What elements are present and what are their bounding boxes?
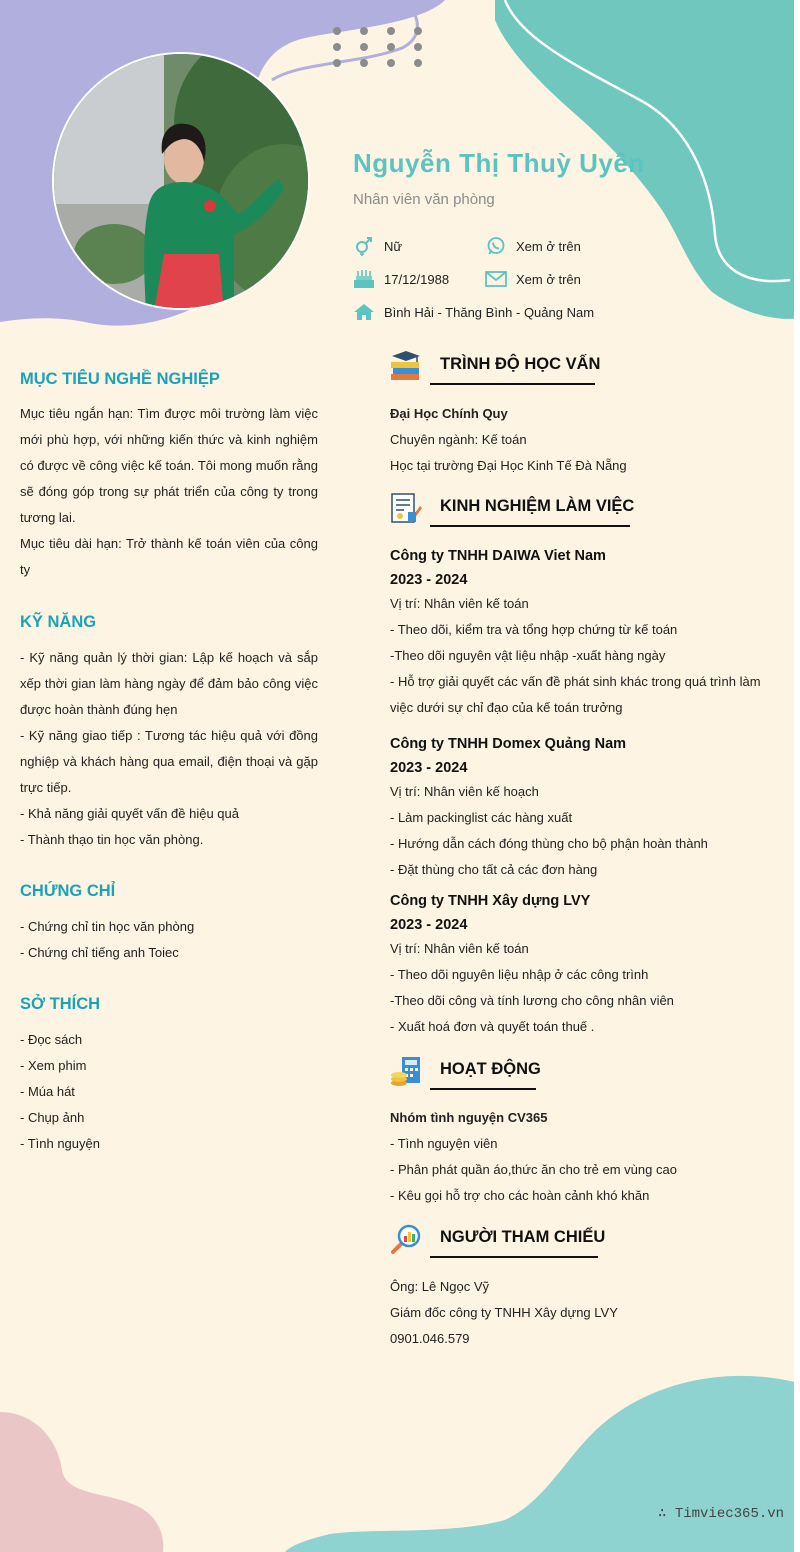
- list-item: - Chứng chỉ tin học văn phòng: [20, 919, 195, 934]
- list-item: Vị trí: Nhân viên kế toán: [390, 596, 529, 611]
- list-item: - Xuất hoá đơn và quyết toán thuế .: [390, 1019, 595, 1034]
- education-underline: [430, 383, 595, 385]
- reference-name: Ông: Lê Ngọc Vỹ: [390, 1279, 489, 1294]
- skills-heading: KỸ NĂNG: [20, 613, 97, 631]
- hobbies-list: [20, 1027, 100, 1157]
- list-item: - Kêu gọi hỗ trợ cho các hoàn cảnh khó khăn: [390, 1188, 650, 1203]
- phone-info: [485, 236, 581, 256]
- list-item: - Theo dõi nguyên liệu nhập ở các công trình: [390, 967, 649, 982]
- email-value: Xem ở trên: [516, 271, 581, 287]
- reference-phone: 0901.046.579: [390, 1331, 470, 1346]
- list-item: - Kỹ năng quản lý thời gian: Lập kế hoạch và sắp xếp thời gian làm hàng ngày để đảm bảo công việc được hoàn thành đúng hẹn: [20, 650, 318, 717]
- gender-value: Nữ: [384, 238, 403, 254]
- list-item: - Thành thạo tin học văn phòng.: [20, 832, 204, 847]
- briefcase-document-icon: [390, 492, 422, 524]
- career-long-term: Mục tiêu dài hạn: Trở thành kế toán viên của công ty: [20, 536, 318, 577]
- list-item: - Làm packinglist các hàng xuất: [390, 810, 573, 825]
- education-heading: TRÌNH ĐỘ HỌC VẤN: [440, 355, 601, 373]
- watermark: ∴ Timviec365.vn: [658, 1506, 785, 1522]
- activities-org: Nhóm tình nguyện CV365: [390, 1110, 548, 1125]
- references-body: [390, 1274, 618, 1352]
- list-item: Vị trí: Nhân viên kế hoạch: [390, 784, 539, 799]
- job-2-header: [390, 732, 626, 780]
- list-item: - Phân phát quần áo,thức ăn cho trẻ em vùng cao: [390, 1162, 677, 1177]
- job-3-period: 2023 - 2024: [390, 917, 468, 933]
- education-school: Học tại trường Đại Học Kinh Tế Đà Nẵng: [390, 458, 627, 473]
- list-item: - Múa hát: [20, 1084, 75, 1099]
- avatar: [52, 52, 310, 310]
- list-item: - Xem phim: [20, 1058, 87, 1073]
- magnifier-chart-icon: [390, 1223, 422, 1255]
- career-short-term: Mục tiêu ngắn hạn: Tìm được môi trường làm việc mới phù hợp, với những kiến thức và kinh nghiệm có được về công việc kế toán. Tôi mong muốn rằng sẽ đóng góp trong sự phát triển của công ty trong tương lai.: [20, 406, 318, 525]
- references-underline: [430, 1256, 598, 1258]
- education-body: [390, 401, 627, 479]
- list-item: - Tình nguyện: [20, 1136, 100, 1151]
- list-item: - Hỗ trợ giải quyết các vấn đề phát sinh khác trong quá trình làm: [390, 674, 761, 689]
- skills-list: [20, 645, 318, 853]
- address-value: Bình Hải - Thăng Bình - Quảng Nam: [384, 304, 595, 320]
- list-item: việc dưới sự chỉ đạo của kế toán trưởng: [390, 700, 623, 715]
- candidate-name: Nguyễn Thị Thuỳ Uyên: [353, 148, 645, 178]
- certificates-list: [20, 914, 194, 966]
- job-1-period: 2023 - 2024: [390, 572, 468, 588]
- address-info: [353, 302, 594, 322]
- home-icon: [353, 302, 375, 322]
- list-item: - Tình nguyện viên: [390, 1136, 498, 1151]
- list-item: - Đọc sách: [20, 1032, 83, 1047]
- career-heading: MỤC TIÊU NGHỀ NGHIỆP: [20, 370, 220, 388]
- activities-underline: [430, 1088, 536, 1090]
- list-item: Vị trí: Nhân viên kế toán: [390, 941, 529, 956]
- list-item: - Chụp ảnh: [20, 1110, 85, 1125]
- activities-heading: HOẠT ĐỘNG: [440, 1060, 541, 1078]
- graduation-books-icon: [390, 350, 422, 382]
- job-2-company: Công ty TNHH Domex Quảng Nam: [390, 736, 627, 752]
- job-1-company: Công ty TNHH DAIWA Viet Nam: [390, 548, 606, 564]
- career-text: [20, 401, 318, 583]
- list-item: - Theo dõi, kiểm tra và tổng hợp chứng từ kế toán: [390, 622, 678, 637]
- list-item: - Đặt thùng cho tất cả các đơn hàng: [390, 862, 598, 877]
- birthday-value: 17/12/1988: [384, 271, 450, 287]
- list-item: - Kỹ năng giao tiếp : Tương tác hiệu quả với đồng nghiệp và khách hàng qua email, điện thoại và gặp trực tiếp.: [20, 728, 318, 795]
- education-degree: Đại Học Chính Quy: [390, 406, 508, 421]
- gender-icon: [353, 236, 375, 256]
- job-2-period: 2023 - 2024: [390, 760, 468, 776]
- reference-position: Giám đốc công ty TNHH Xây dựng LVY: [390, 1305, 618, 1320]
- job-3-company: Công ty TNHH Xây dựng LVY: [390, 893, 591, 909]
- coins-calculator-icon: [390, 1055, 422, 1087]
- whatsapp-icon: [485, 236, 507, 256]
- list-item: - Khả năng giải quyết vấn đề hiệu quả: [20, 806, 240, 821]
- right-edge-strip: [794, 0, 800, 1552]
- job-1-details: [390, 591, 761, 721]
- gender-info: [353, 236, 402, 256]
- certificates-heading: CHỨNG CHỈ: [20, 882, 116, 900]
- references-heading: NGƯỜI THAM CHIẾU: [440, 1228, 606, 1246]
- list-item: - Hướng dẫn cách đóng thùng cho bộ phận hoàn thành: [390, 836, 708, 851]
- hobbies-heading: SỞ THÍCH: [20, 995, 101, 1013]
- activities-body: [390, 1105, 677, 1209]
- birthday-info: [353, 269, 449, 289]
- education-major: Chuyên ngành: Kế toán: [390, 432, 527, 447]
- list-item: - Chứng chỉ tiếng anh Toiec: [20, 945, 179, 960]
- experience-heading: KINH NGHIỆM LÀM VIỆC: [440, 497, 635, 515]
- list-item: -Theo dõi công và tính lương cho công nhân viên: [390, 993, 674, 1008]
- experience-underline: [430, 525, 630, 527]
- envelope-icon: [485, 269, 507, 289]
- job-3-details: [390, 936, 674, 1040]
- candidate-title: Nhân viên văn phòng: [353, 191, 495, 208]
- job-3-header: [390, 889, 590, 937]
- job-2-details: [390, 779, 708, 883]
- cake-icon: [353, 269, 375, 289]
- phone-value: Xem ở trên: [516, 238, 581, 254]
- job-1-header: [390, 544, 606, 592]
- list-item: -Theo dõi nguyên vật liệu nhập -xuất hàng ngày: [390, 648, 666, 663]
- email-info: [485, 269, 581, 289]
